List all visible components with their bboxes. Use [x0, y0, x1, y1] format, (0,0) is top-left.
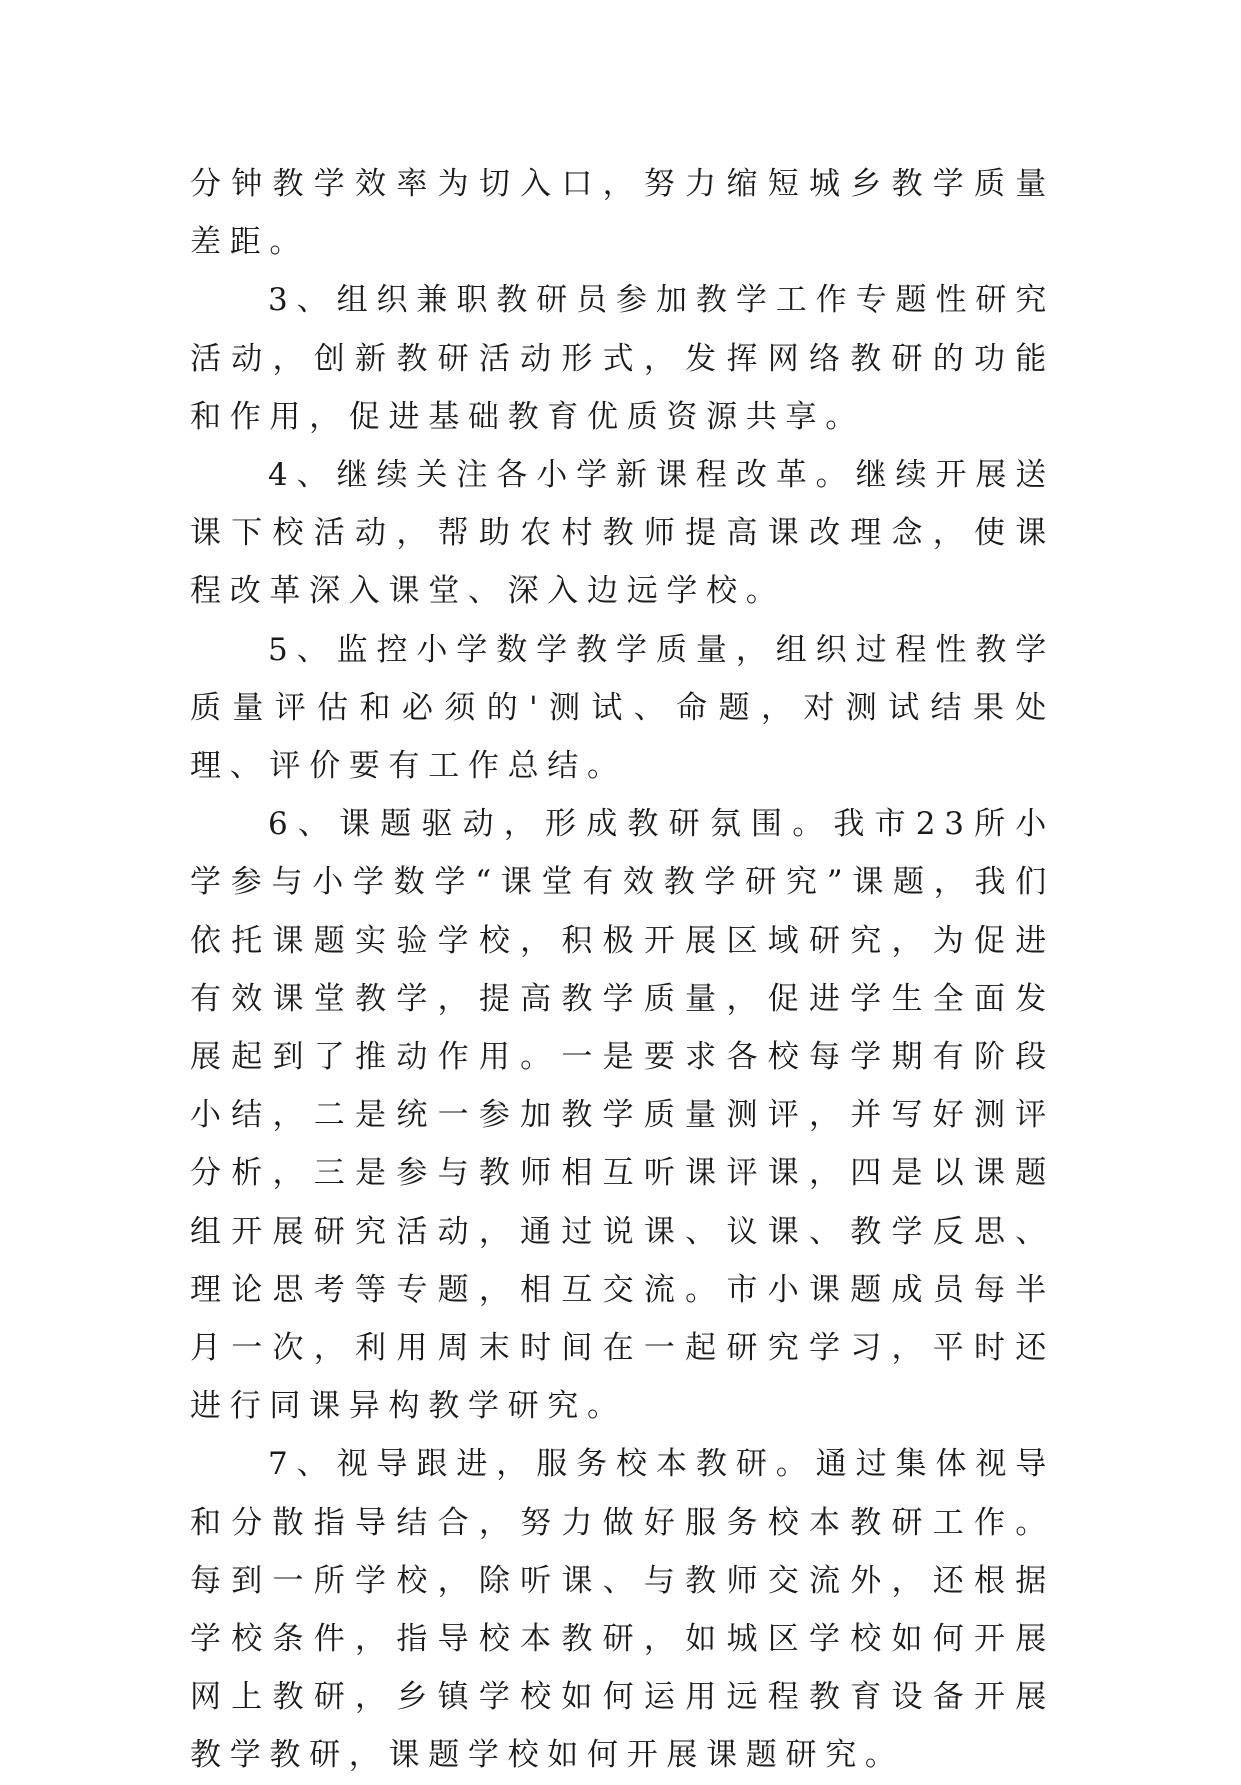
paragraph-item-5: 5、监控小学数学教学质量，组织过程性教学质量评估和必须的'测试、命题，对测试结果处理、评价要有工作总结。	[190, 631, 1055, 785]
document-body	[190, 155, 1055, 1785]
paragraph-item-3: 3、组织兼职教研员参加教学工作专题性研究活动，创新教研活动形式，发挥网络教研的功能和作用，促进基础教育优质资源共享。	[190, 282, 1055, 435]
paragraph-item-4: 4、继续关注各小学新课程改革。继续开展送课下校活动，帮助农村教师提高课改理念，使课程改革深入课堂、深入边远学校。	[190, 457, 1055, 610]
paragraph-continuation: 分钟教学效率为切入口，努力缩短城乡教学质量差距。	[190, 166, 1055, 261]
paragraph-item-7: 7、视导跟进，服务校本教研。通过集体视导和分散指导结合，努力做好服务校本教研工作。每到一所学校，除听课、与教师交流外，还根据学校条件，指导校本教研，如城区学校如何开展网上教研，乡镇学校如何运用远程教育设备开展教学教研，课题学校如何开展课题研究。	[190, 1446, 1055, 1774]
paragraph-item-6: 6、课题驱动，形成教研氛围。我市23所小学参与小学数学“课堂有效教学研究”课题，我们依托课题实验学校，积极开展区域研究，为促进有效课堂教学，提高教学质量，促进学生全面发展起到了推动作用。一是要求各校每学期有阶段小结，二是统一参加教学质量测评，并写好测评分析，三是参与教师相互听课评课，四是以课题组开展研究活动，通过说课、议课、教学反思、理论思考等专题，相互交流。市小课题成员每半月一次，利用周末时间在一起研究学习，平时还进行同课异构教学研究。	[190, 806, 1055, 1425]
